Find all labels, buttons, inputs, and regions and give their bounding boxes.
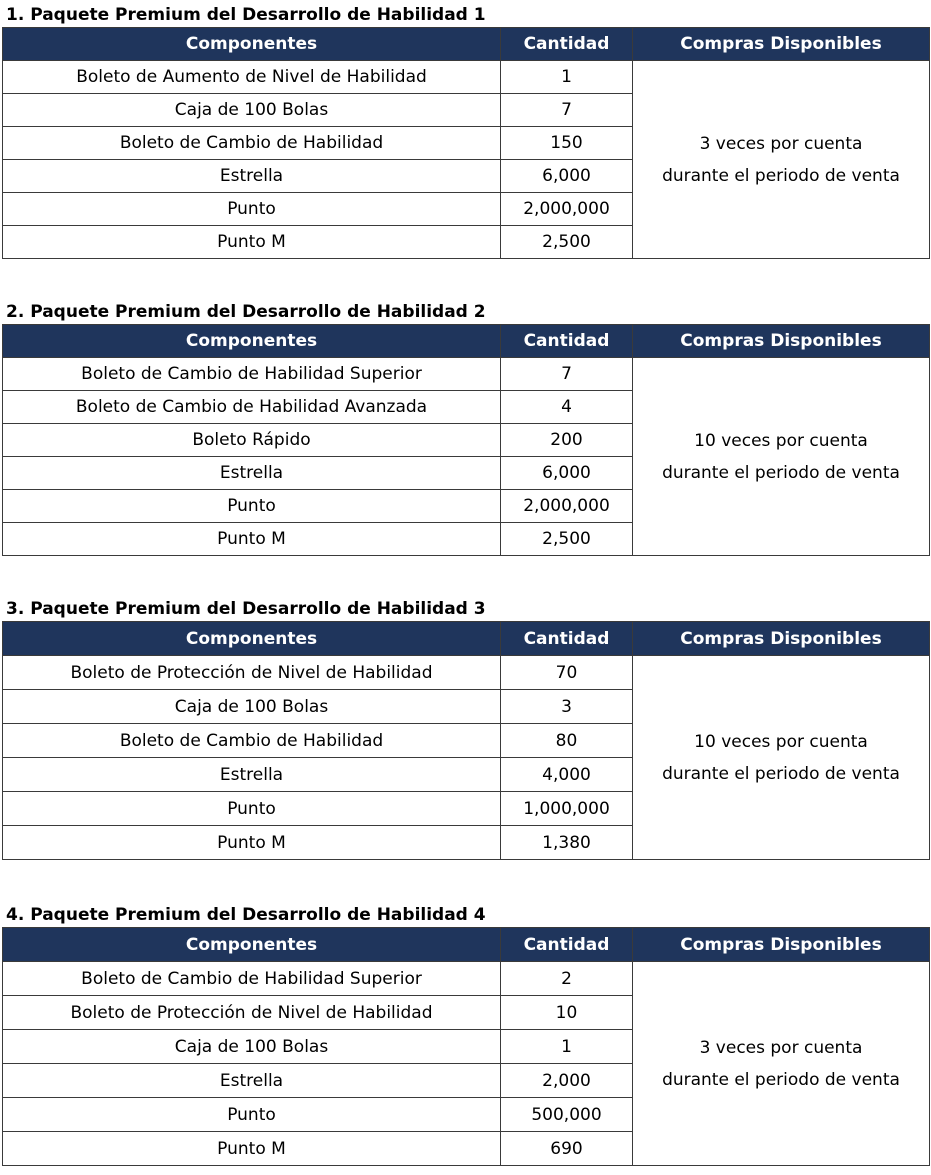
package-section-4 xyxy=(2,903,929,1166)
availability-limit: 10 veces por cuenta xyxy=(694,430,868,451)
item-quantity: 2 xyxy=(501,962,633,996)
availability-limit: 3 veces por cuenta xyxy=(699,1037,863,1058)
item-name: Estrella xyxy=(3,758,501,792)
item-name: Punto xyxy=(3,193,501,226)
item-quantity: 200 xyxy=(501,424,633,457)
package-table xyxy=(2,27,930,259)
item-quantity: 4 xyxy=(501,391,633,424)
availability-period: durante el periodo de venta xyxy=(662,1069,900,1090)
item-quantity: 4,000 xyxy=(501,758,633,792)
package-section-1 xyxy=(2,3,929,259)
item-name: Boleto de Cambio de Habilidad Avanzada xyxy=(3,391,501,424)
item-quantity: 1 xyxy=(501,1030,633,1064)
item-quantity: 1 xyxy=(501,61,633,94)
item-quantity: 3 xyxy=(501,690,633,724)
table-row xyxy=(3,358,930,391)
header-components: Componentes xyxy=(3,28,501,61)
availability-limit: 10 veces por cuenta xyxy=(694,731,868,752)
item-quantity: 70 xyxy=(501,656,633,690)
availability-cell xyxy=(633,656,930,860)
item-quantity: 150 xyxy=(501,127,633,160)
section-title: 1. Paquete Premium del Desarrollo de Habilidad 1 xyxy=(6,5,486,25)
item-name: Boleto de Cambio de Habilidad Superior xyxy=(3,358,501,391)
item-name: Boleto de Aumento de Nivel de Habilidad xyxy=(3,61,501,94)
section-title: 2. Paquete Premium del Desarrollo de Habilidad 2 xyxy=(6,302,486,322)
table-row xyxy=(3,61,930,94)
table-header-row xyxy=(3,28,930,61)
item-quantity: 1,380 xyxy=(501,826,633,860)
table-header-row xyxy=(3,622,930,656)
item-quantity: 2,000 xyxy=(501,1064,633,1098)
package-section-2 xyxy=(2,300,929,556)
item-quantity: 690 xyxy=(501,1132,633,1166)
header-available: Compras Disponibles xyxy=(633,928,930,962)
item-quantity: 6,000 xyxy=(501,160,633,193)
item-name: Estrella xyxy=(3,1064,501,1098)
item-name: Punto xyxy=(3,1098,501,1132)
header-components: Componentes xyxy=(3,325,501,358)
item-name: Caja de 100 Bolas xyxy=(3,1030,501,1064)
table-row xyxy=(3,656,930,690)
availability-cell xyxy=(633,962,930,1166)
package-table xyxy=(2,324,930,556)
item-quantity: 2,500 xyxy=(501,523,633,556)
availability-period: durante el periodo de venta xyxy=(662,165,900,186)
availability-cell xyxy=(633,61,930,259)
table-header-row xyxy=(3,928,930,962)
item-name: Boleto Rápido xyxy=(3,424,501,457)
table-row xyxy=(3,962,930,996)
item-name: Punto M xyxy=(3,826,501,860)
item-quantity: 2,000,000 xyxy=(501,490,633,523)
item-name: Punto M xyxy=(3,1132,501,1166)
item-name: Caja de 100 Bolas xyxy=(3,690,501,724)
item-quantity: 1,000,000 xyxy=(501,792,633,826)
item-name: Punto M xyxy=(3,226,501,259)
header-quantity: Cantidad xyxy=(501,928,633,962)
header-components: Componentes xyxy=(3,928,501,962)
item-name: Punto xyxy=(3,490,501,523)
header-quantity: Cantidad xyxy=(501,325,633,358)
item-name: Boleto de Protección de Nivel de Habilidad xyxy=(3,996,501,1030)
header-quantity: Cantidad xyxy=(501,28,633,61)
item-name: Boleto de Cambio de Habilidad xyxy=(3,127,501,160)
item-quantity: 7 xyxy=(501,358,633,391)
item-name: Caja de 100 Bolas xyxy=(3,94,501,127)
availability-period: durante el periodo de venta xyxy=(662,763,900,784)
item-quantity: 10 xyxy=(501,996,633,1030)
header-quantity: Cantidad xyxy=(501,622,633,656)
item-quantity: 2,000,000 xyxy=(501,193,633,226)
header-components: Componentes xyxy=(3,622,501,656)
item-name: Estrella xyxy=(3,160,501,193)
item-name: Boleto de Cambio de Habilidad Superior xyxy=(3,962,501,996)
header-available: Compras Disponibles xyxy=(633,325,930,358)
section-title: 4. Paquete Premium del Desarrollo de Habilidad 4 xyxy=(6,905,486,925)
package-section-3 xyxy=(2,597,929,860)
item-quantity: 2,500 xyxy=(501,226,633,259)
section-title: 3. Paquete Premium del Desarrollo de Habilidad 3 xyxy=(6,599,486,619)
item-quantity: 6,000 xyxy=(501,457,633,490)
table-header-row xyxy=(3,325,930,358)
package-table xyxy=(2,621,930,860)
item-name: Punto xyxy=(3,792,501,826)
item-name: Boleto de Cambio de Habilidad xyxy=(3,724,501,758)
item-quantity: 500,000 xyxy=(501,1098,633,1132)
item-quantity: 80 xyxy=(501,724,633,758)
item-name: Punto M xyxy=(3,523,501,556)
item-quantity: 7 xyxy=(501,94,633,127)
item-name: Estrella xyxy=(3,457,501,490)
header-available: Compras Disponibles xyxy=(633,28,930,61)
availability-cell xyxy=(633,358,930,556)
availability-limit: 3 veces por cuenta xyxy=(699,133,863,154)
package-table xyxy=(2,927,930,1166)
availability-period: durante el periodo de venta xyxy=(662,462,900,483)
header-available: Compras Disponibles xyxy=(633,622,930,656)
item-name: Boleto de Protección de Nivel de Habilidad xyxy=(3,656,501,690)
